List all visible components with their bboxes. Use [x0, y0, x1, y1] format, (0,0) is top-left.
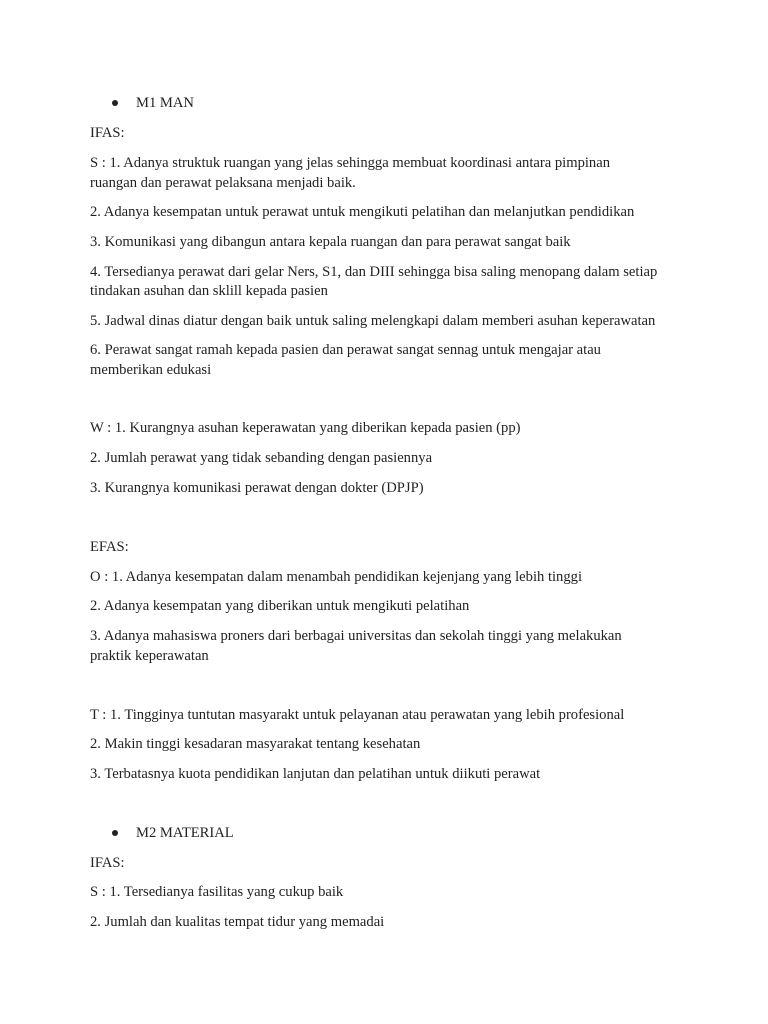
strength-line: 6. Perawat sangat ramah kepada pasien dan perawat sangat sennag untuk mengajar atau — [90, 342, 601, 358]
strength-line: 2. Adanya kesempatan untuk perawat untuk mengikuti pelatihan dan melanjutkan pendidikan — [90, 204, 635, 220]
weakness-line: 3. Kurangnya komunikasi perawat dengan dokter (DPJP) — [90, 480, 424, 496]
weakness-line: 2. Jumlah perawat yang tidak sebanding dengan pasiennya — [90, 450, 433, 466]
bullet-icon — [112, 830, 118, 836]
bullet-icon — [112, 100, 118, 106]
opportunity-line: 2. Adanya kesempatan yang diberikan untuk mengikuti pelatihan — [90, 598, 470, 614]
opportunity-line: 3. Adanya mahasiswa proners dari berbagai universitas dan sekolah tinggi yang melakukan — [90, 628, 622, 644]
strength-line: 5. Jadwal dinas diatur dengan baik untuk saling melengkapi dalam memberi asuhan keperawatan — [90, 313, 656, 329]
strength-line: 4. Tersedianya perawat dari gelar Ners, S1, dan DIII sehingga bisa saling menopang dalam setiap — [90, 264, 658, 280]
weakness-line: W : 1. Kurangnya asuhan keperawatan yang diberikan kepada pasien (pp) — [90, 420, 521, 436]
opportunity-line: O : 1. Adanya kesempatan dalam menambah pendidikan kejenjang yang lebih tinggi — [90, 569, 582, 585]
threat-line: T : 1. Tingginya tuntutan masyarakt untuk pelayanan atau perawatan yang lebih profesional — [90, 707, 625, 723]
strength-line: ruangan dan perawat pelaksana menjadi baik. — [90, 175, 356, 191]
threat-line: 3. Terbatasnya kuota pendidikan lanjutan dan pelatihan untuk diikuti perawat — [90, 766, 541, 782]
strength-line: S : 1. Tersedianya fasilitas yang cukup baik — [90, 884, 344, 900]
section-heading-m1: M1 MAN — [136, 95, 194, 111]
opportunity-line: praktik keperawatan — [90, 648, 209, 664]
strength-line: S : 1. Adanya struktuk ruangan yang jelas sehingga membuat koordinasi antara pimpinan — [90, 155, 610, 171]
section-heading-m2: M2 MATERIAL — [136, 825, 234, 841]
ifas-label: IFAS: — [90, 125, 125, 141]
efas-label: EFAS: — [90, 539, 129, 555]
strength-line: 2. Jumlah dan kualitas tempat tidur yang memadai — [90, 914, 385, 930]
threat-line: 2. Makin tinggi kesadaran masyarakat tentang kesehatan — [90, 736, 421, 752]
strength-line: memberikan edukasi — [90, 362, 212, 378]
strength-line: tindakan asuhan dan sklill kepada pasien — [90, 283, 328, 299]
ifas-label: IFAS: — [90, 855, 125, 871]
strength-line: 3. Komunikasi yang dibangun antara kepala ruangan dan para perawat sangat baik — [90, 234, 571, 250]
